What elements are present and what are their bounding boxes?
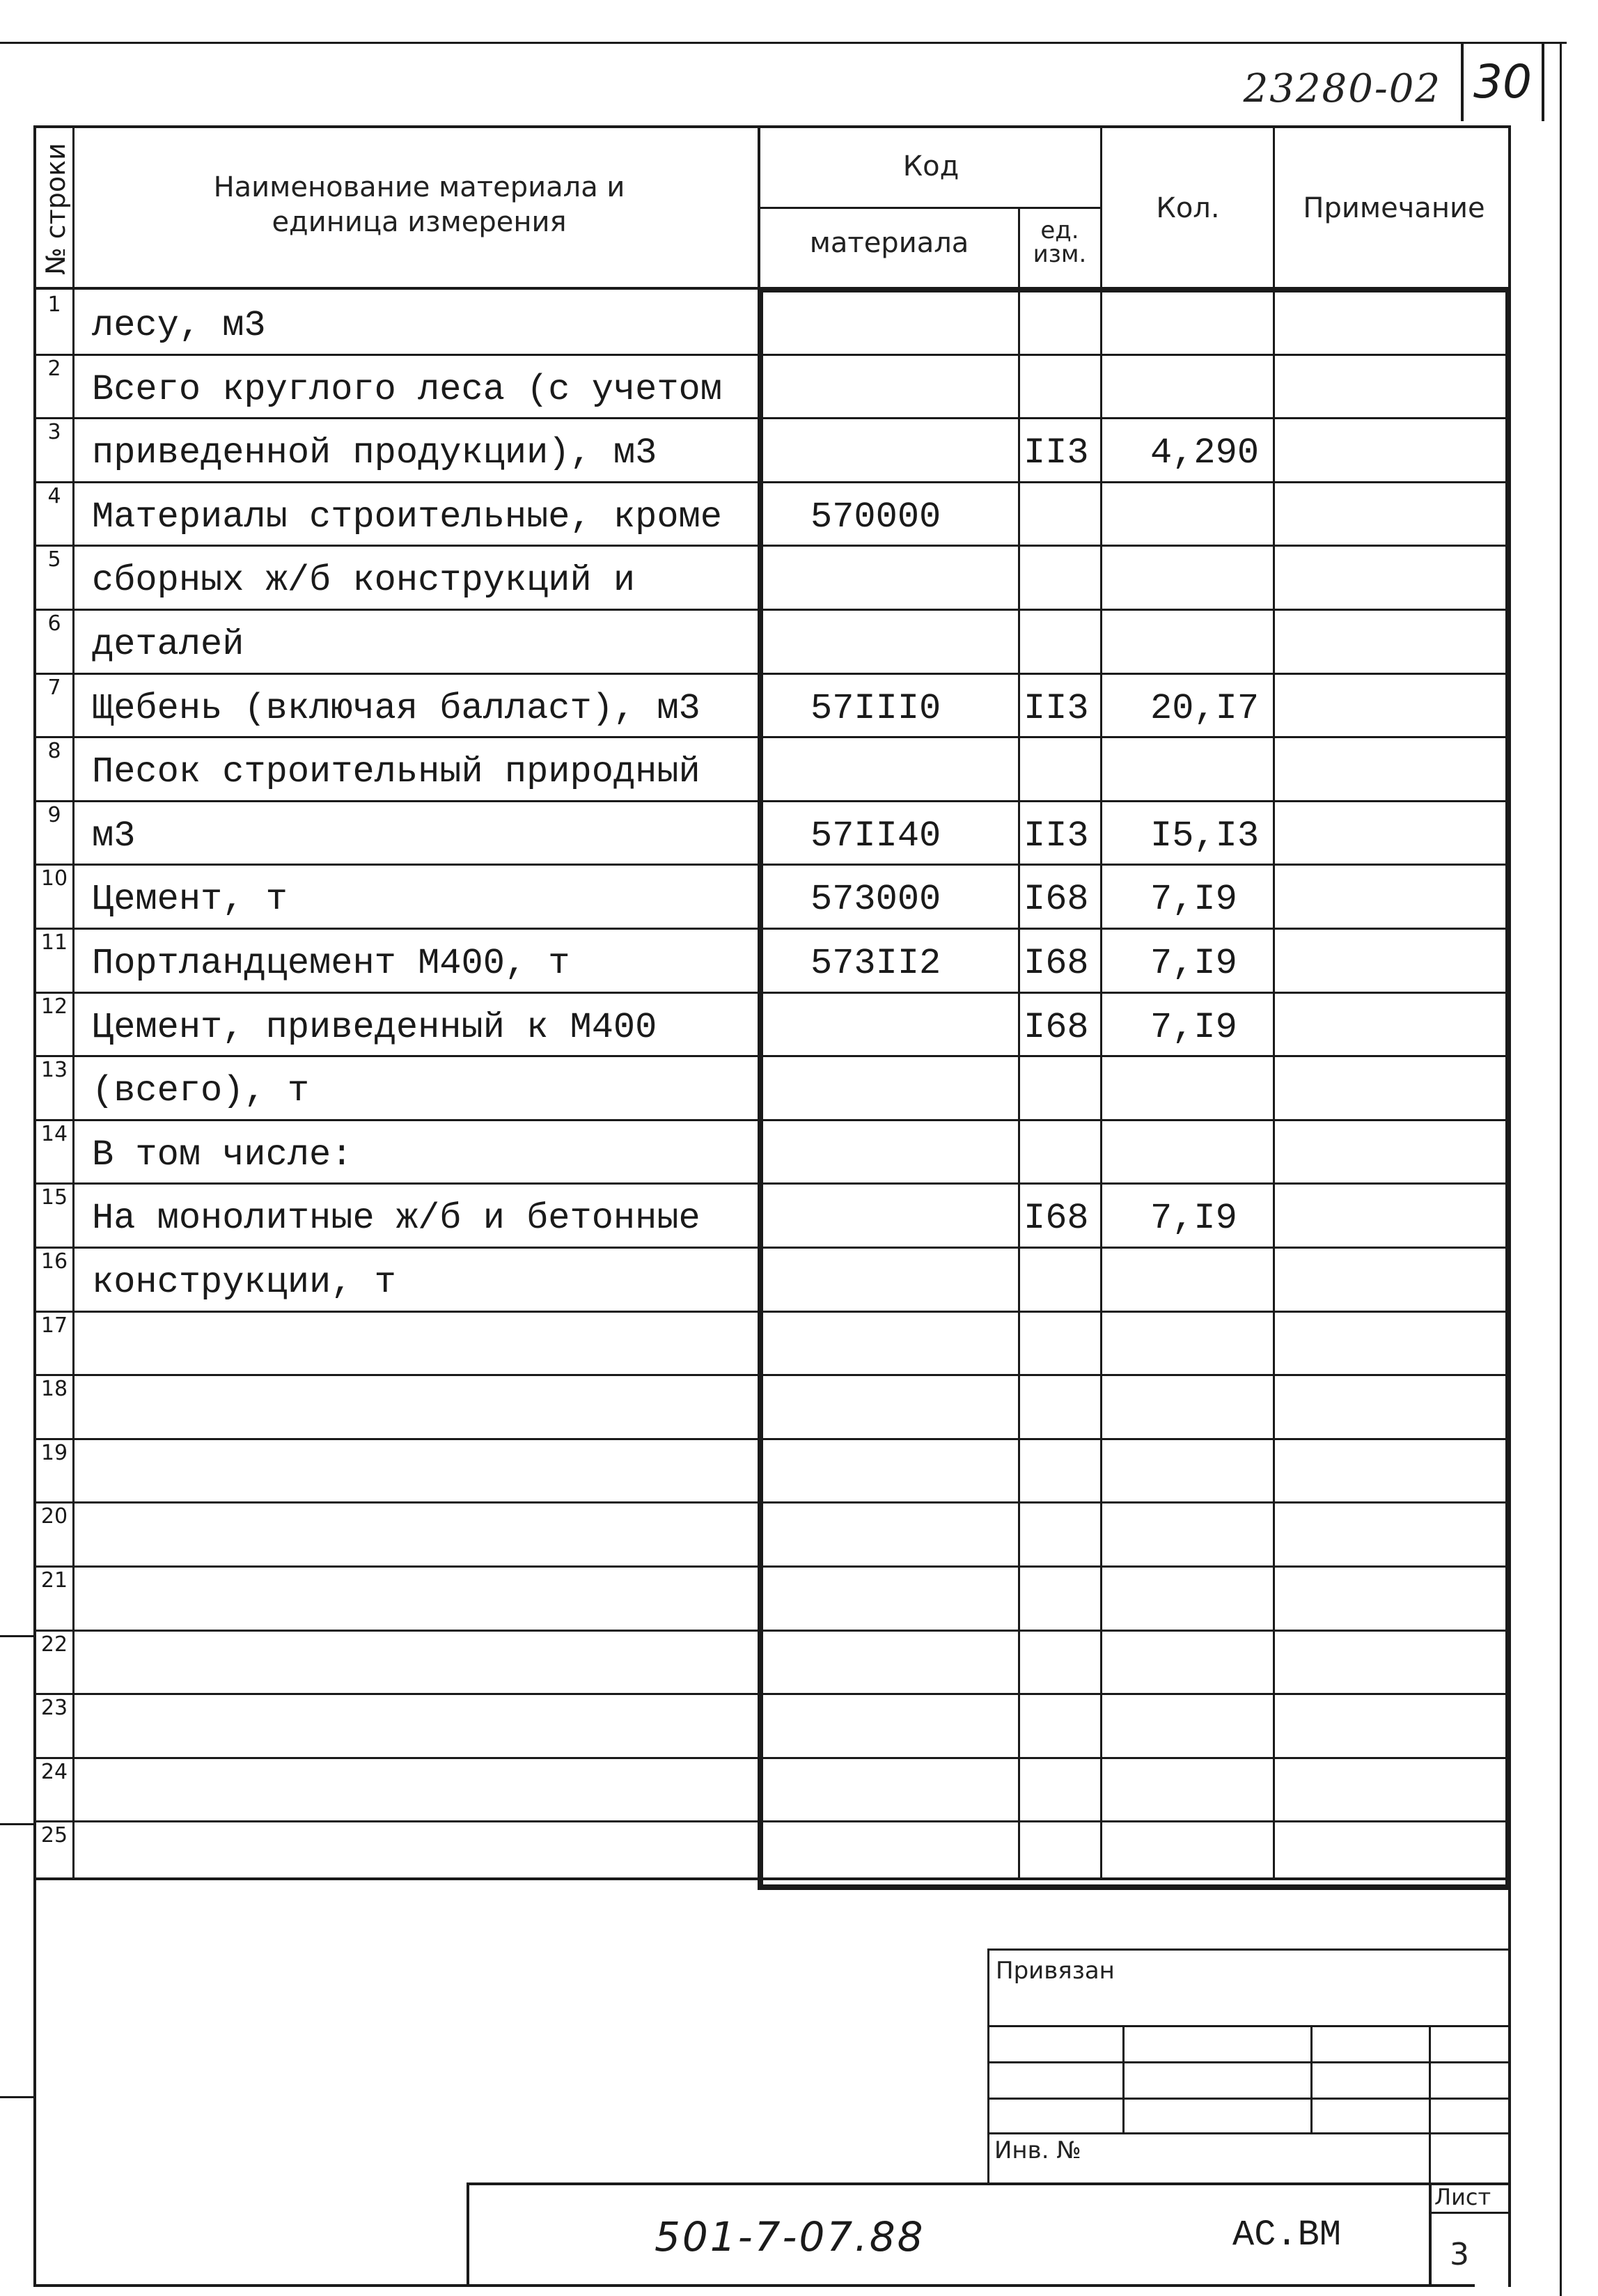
row-number: 13 <box>40 1058 68 1083</box>
material-name: конструкции, т <box>92 1262 396 1303</box>
row-number: 11 <box>40 930 68 955</box>
stamp-outer-bottom <box>33 2284 1475 2287</box>
material-name: На монолитные ж/б и бетонные <box>92 1198 700 1240</box>
material-name: приведенной продукции), м3 <box>92 432 657 474</box>
material-code: 573II2 <box>810 943 941 984</box>
row-number: 10 <box>40 866 68 891</box>
row-number: 22 <box>40 1632 68 1657</box>
material-name: Всего круглого леса (с учетом <box>92 368 722 410</box>
row-separator <box>36 609 1508 611</box>
unit-code: II3 <box>1024 432 1089 474</box>
row-separator <box>36 1311 1508 1313</box>
header-code-material: материала <box>809 227 969 259</box>
quantity: 7,I9 <box>1150 1006 1237 1048</box>
row-number: 6 <box>47 611 61 636</box>
unit-code: II3 <box>1024 815 1089 857</box>
header-note: Примечание <box>1303 192 1485 224</box>
top-rule <box>0 42 1567 44</box>
row-separator <box>36 481 1508 483</box>
sheet-number: 3 <box>1450 2237 1469 2272</box>
row-separator <box>36 417 1508 419</box>
sheet-cell-divider <box>1429 2212 1511 2214</box>
col-line-rownum <box>72 128 75 1877</box>
right-border <box>1560 42 1562 2296</box>
material-name: Щебень (включая балласт), м3 <box>92 687 700 729</box>
row-separator <box>36 1374 1508 1376</box>
row-number: 14 <box>40 1121 68 1146</box>
row-number: 1 <box>47 292 61 317</box>
quantity: 7,I9 <box>1150 879 1237 921</box>
unit-code: I68 <box>1024 1198 1089 1240</box>
row-separator <box>36 1565 1508 1568</box>
quantity: I5,I3 <box>1150 815 1260 857</box>
row-number: 19 <box>40 1440 68 1465</box>
row-number: 24 <box>40 1759 68 1784</box>
material-name: сборных ж/б конструкций и <box>92 560 636 602</box>
material-name: Материалы строительные, кроме <box>92 496 722 538</box>
row-separator <box>36 1055 1508 1057</box>
material-name: Портландцемент М400, т <box>92 943 570 984</box>
row-number: 8 <box>47 739 61 764</box>
material-name: В том числе: <box>92 1134 353 1176</box>
unit-code: I68 <box>1024 879 1089 921</box>
bound-col-1 <box>1122 2025 1125 2132</box>
header-row-number: № строки <box>40 143 71 275</box>
row-separator <box>36 928 1508 930</box>
bound-box-top <box>987 1949 1510 1951</box>
row-number: 25 <box>40 1823 68 1848</box>
header-code: Код <box>902 150 959 182</box>
bound-label: Привязан <box>996 1957 1115 1985</box>
inv-label: Инв. № <box>994 2137 1081 2164</box>
unit-code: I68 <box>1024 1006 1089 1048</box>
sheet-label: Лист <box>1434 2184 1491 2210</box>
page-number: 30 <box>1461 43 1544 121</box>
margin-tick-3 <box>0 2096 33 2098</box>
row-separator <box>36 736 1508 738</box>
title-block-left <box>467 2182 469 2287</box>
document-number: 23280-02 <box>1243 66 1441 111</box>
data-frame-right <box>1505 287 1511 1890</box>
row-separator <box>36 1693 1508 1695</box>
row-separator <box>36 1438 1508 1440</box>
row-separator <box>36 545 1508 547</box>
title-block-top <box>467 2182 1511 2185</box>
quantity: 20,I7 <box>1150 687 1260 729</box>
data-frame-top <box>758 287 1511 292</box>
bound-row-2 <box>987 2061 1510 2063</box>
row-separator <box>36 1501 1508 1504</box>
row-separator <box>36 800 1508 802</box>
quantity: 4,290 <box>1150 432 1260 474</box>
bound-row-4 <box>987 2132 1510 2134</box>
row-separator <box>36 1119 1508 1121</box>
row-number: 23 <box>40 1696 68 1721</box>
col-line-unit <box>1100 128 1102 1877</box>
row-separator <box>36 864 1508 866</box>
row-number: 9 <box>47 802 61 827</box>
material-name: Цемент, т <box>92 879 288 921</box>
stamp-left-border <box>33 1880 36 2287</box>
bound-col-2 <box>1310 2025 1313 2132</box>
header-code-unit: ед. изм. <box>1033 217 1087 268</box>
material-code: 57II40 <box>810 815 941 857</box>
code-subheader-line <box>760 207 1102 209</box>
margin-tick-2 <box>0 1823 33 1825</box>
materials-table <box>33 125 1511 1880</box>
stamp-right-border <box>1508 1880 1511 2287</box>
row-number: 12 <box>40 994 68 1019</box>
bound-row-3 <box>987 2098 1510 2100</box>
material-name: Цемент, приведенный к М400 <box>92 1006 657 1048</box>
row-separator <box>36 992 1508 994</box>
project-code: 501-7-07.88 <box>655 2213 925 2260</box>
header-quantity: Кол. <box>1156 192 1220 224</box>
row-separator <box>36 1247 1508 1249</box>
material-code: 57III0 <box>810 687 941 729</box>
row-number: 18 <box>40 1377 68 1402</box>
row-separator <box>36 673 1508 675</box>
row-number: 17 <box>40 1313 68 1338</box>
material-name: м3 <box>92 815 136 857</box>
row-number: 7 <box>47 675 61 700</box>
margin-tick-1 <box>0 1635 33 1637</box>
row-separator <box>36 1630 1508 1632</box>
unit-code: II3 <box>1024 687 1089 729</box>
col-line-qty <box>1273 128 1275 1877</box>
unit-code: I68 <box>1024 943 1089 984</box>
data-frame-left <box>758 287 763 1890</box>
row-number: 20 <box>40 1504 68 1529</box>
material-name: лесу, м3 <box>92 305 266 346</box>
header-name: Наименование материала и единица измерения <box>213 171 625 238</box>
bound-col-3 <box>1429 2025 1431 2184</box>
material-code: 573000 <box>810 879 941 921</box>
material-code: 570000 <box>810 496 941 538</box>
quantity: 7,I9 <box>1150 943 1237 984</box>
material-name: деталей <box>92 624 244 665</box>
row-number: 2 <box>47 356 61 381</box>
row-number: 3 <box>47 420 61 445</box>
row-number: 21 <box>40 1568 68 1593</box>
row-separator <box>36 1757 1508 1759</box>
bound-box-left <box>987 1949 989 2185</box>
project-mark: АС.ВМ <box>1232 2215 1342 2256</box>
bound-row-1 <box>987 2025 1510 2027</box>
row-separator <box>36 1820 1508 1822</box>
row-separator <box>36 1182 1508 1185</box>
col-line-code <box>1018 207 1020 1877</box>
row-number: 15 <box>40 1185 68 1210</box>
row-separator <box>36 354 1508 356</box>
sheet-cell-left <box>1429 2182 1432 2287</box>
material-name: Песок строительный природный <box>92 751 700 793</box>
row-number: 4 <box>47 483 61 508</box>
quantity: 7,I9 <box>1150 1198 1237 1240</box>
row-number: 16 <box>40 1249 68 1274</box>
row-number: 5 <box>47 547 61 572</box>
data-frame-bottom <box>758 1884 1511 1890</box>
material-name: (всего), т <box>92 1070 310 1112</box>
